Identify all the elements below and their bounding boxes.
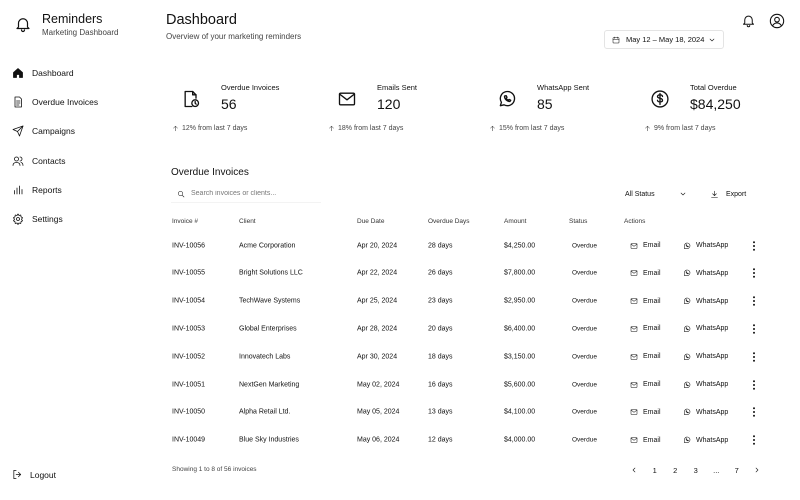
user-circle-icon: [769, 13, 785, 29]
mail-icon: [630, 325, 638, 333]
whatsapp-icon: [497, 89, 517, 109]
whatsapp-label: WhatsApp: [696, 269, 729, 277]
arrow-up-icon: [644, 125, 651, 132]
date-range-value: May 12 – May 18, 2024: [626, 35, 705, 44]
whatsapp-icon: [683, 269, 691, 277]
send-whatsapp-button[interactable]: [683, 381, 728, 389]
arrow-up-icon: [328, 125, 335, 132]
stat-value: 56: [221, 96, 237, 112]
pagination-page-1[interactable]: 1: [652, 465, 657, 475]
pagination-prev-button[interactable]: [624, 462, 645, 478]
due-date: Apr 30, 2024: [357, 353, 398, 361]
stat-change-text: 9% from last 7 days: [654, 125, 716, 132]
invoice-number: INV-10051: [172, 381, 206, 388]
pagination-page-3[interactable]: 3: [693, 465, 698, 475]
send-email-button[interactable]: [630, 325, 661, 333]
mail-icon: [630, 297, 638, 305]
mail-icon: [630, 381, 638, 389]
column-header-due-date: Due Date: [357, 218, 385, 225]
stat-value: $84,250: [690, 96, 741, 112]
users-icon: [12, 155, 24, 167]
status-badge: Overdue: [572, 297, 597, 305]
table-row: [166, 343, 766, 370]
arrow-up-icon: [172, 125, 179, 132]
whatsapp-label: WhatsApp: [696, 436, 729, 444]
whatsapp-icon: [683, 297, 691, 305]
send-whatsapp-button[interactable]: [683, 408, 728, 416]
amount: $3,150.00: [504, 353, 536, 361]
whatsapp-label: WhatsApp: [696, 325, 729, 333]
stat-value: 85: [537, 96, 553, 112]
whatsapp-icon: [683, 353, 691, 361]
sidebar-item-label: Contacts: [32, 155, 66, 166]
stat-label: Overdue Invoices: [221, 83, 280, 92]
home-icon: [12, 67, 24, 79]
send-whatsapp-button[interactable]: [683, 436, 728, 444]
stat-value: 120: [377, 96, 401, 112]
overdue-days: 20 days: [428, 325, 453, 333]
stat-label: Total Overdue: [690, 83, 737, 92]
chevron-down-icon: [708, 36, 716, 44]
overdue-days: 16 days: [428, 381, 453, 388]
notifications-button[interactable]: [741, 13, 756, 28]
export-button[interactable]: [710, 187, 746, 201]
client-name: NextGen Marketing: [239, 381, 300, 388]
sidebar-item-dashboard[interactable]: [12, 58, 98, 87]
profile-button[interactable]: [769, 13, 784, 28]
bell-icon: [741, 13, 756, 28]
amount: $6,400.00: [504, 325, 536, 333]
client-name: Innovatech Labs: [239, 353, 291, 361]
gear-icon: [12, 213, 24, 225]
page-title: Dashboard: [166, 12, 237, 28]
due-date: May 02, 2024: [357, 381, 400, 388]
overdue-days: 13 days: [428, 408, 453, 416]
email-label: Email: [643, 242, 661, 249]
whatsapp-icon: [683, 381, 691, 389]
email-label: Email: [643, 325, 661, 333]
overdue-days: 26 days: [428, 269, 453, 277]
date-range-picker[interactable]: [604, 30, 724, 49]
due-date: May 06, 2024: [357, 436, 400, 444]
stat-change-text: 15% from last 7 days: [499, 125, 565, 132]
stat-change: [328, 125, 403, 132]
invoice-number: INV-10056: [172, 242, 206, 249]
chevron-down-icon: [679, 190, 687, 198]
send-email-button[interactable]: [630, 381, 661, 389]
section-title: Overdue Invoices: [171, 167, 249, 178]
client-name: Bright Solutions LLC: [239, 269, 303, 277]
sidebar-item-label: Reports: [32, 184, 62, 195]
amount: $2,950.00: [504, 297, 536, 305]
due-date: Apr 20, 2024: [357, 242, 398, 249]
overdue-days: 18 days: [428, 353, 453, 361]
status-badge: Overdue: [572, 325, 597, 333]
pagination-summary: Showing 1 to 8 of 56 invoices: [172, 466, 257, 473]
due-date: Apr 22, 2024: [357, 269, 398, 277]
pagination-ellipsis: ...: [713, 465, 720, 475]
sidebar-item-label: Campaigns: [32, 126, 75, 137]
stat-label: WhatsApp Sent: [537, 83, 590, 92]
mail-icon: [630, 436, 638, 444]
send-email-button[interactable]: [630, 242, 661, 250]
email-label: Email: [643, 381, 661, 388]
table-row: [166, 315, 766, 342]
document-icon: [12, 96, 24, 108]
due-date: May 05, 2024: [357, 408, 400, 416]
email-label: Email: [643, 408, 661, 416]
send-email-button[interactable]: [630, 353, 661, 361]
table-row: [166, 371, 766, 398]
whatsapp-icon: [683, 408, 691, 416]
app-subtitle: Marketing Dashboard: [42, 28, 119, 37]
search-box[interactable]: [171, 185, 321, 203]
send-whatsapp-button[interactable]: [683, 353, 728, 361]
pagination-next-button[interactable]: [747, 462, 768, 478]
app-title: Reminders: [42, 12, 103, 26]
status-badge: Overdue: [572, 436, 597, 444]
brand: [14, 12, 118, 37]
overdue-days: 28 days: [428, 242, 453, 249]
whatsapp-label: WhatsApp: [696, 242, 729, 249]
stat-change: [172, 125, 247, 132]
status-badge: Overdue: [572, 353, 597, 361]
mail-icon: [630, 242, 638, 250]
email-label: Email: [643, 297, 661, 305]
send-whatsapp-button[interactable]: [683, 297, 728, 305]
status-badge: Overdue: [572, 269, 597, 277]
status-badge: Overdue: [572, 408, 597, 416]
send-email-button[interactable]: [630, 408, 661, 416]
amount: $4,100.00: [504, 408, 536, 416]
invoice-number: INV-10049: [172, 436, 206, 444]
column-header-status: Status: [569, 218, 588, 225]
more-options-icon[interactable]: [750, 324, 758, 334]
amount: $4,000.00: [504, 436, 536, 444]
client-name: TechWave Systems: [239, 297, 301, 305]
whatsapp-label: WhatsApp: [696, 408, 729, 416]
invoice-number: INV-10055: [172, 269, 206, 277]
column-header-actions: Actions: [624, 218, 646, 225]
pagination-page-2[interactable]: 2: [673, 465, 678, 475]
table-row: [166, 399, 766, 426]
logout-icon: [12, 469, 23, 480]
invoice-number: INV-10053: [172, 325, 206, 333]
whatsapp-icon: [683, 325, 691, 333]
more-options-icon[interactable]: [750, 241, 758, 251]
stat-change-text: 18% from last 7 days: [338, 125, 404, 132]
bell-icon: [14, 15, 32, 33]
client-name: Acme Corporation: [239, 242, 296, 249]
sidebar-item-label: Overdue Invoices: [32, 96, 99, 107]
whatsapp-icon: [683, 436, 691, 444]
sidebar-nav: [12, 58, 98, 234]
pagination-page-7[interactable]: 7: [734, 465, 739, 475]
amount: $7,800.00: [504, 269, 536, 277]
dollar-circle-icon: [650, 89, 670, 109]
overdue-days: 23 days: [428, 297, 453, 305]
table-row: [166, 260, 766, 287]
chevron-right-icon: [753, 466, 761, 474]
mail-icon: [630, 353, 638, 361]
status-badge: Overdue: [572, 242, 597, 249]
whatsapp-label: WhatsApp: [696, 297, 729, 305]
download-icon: [710, 190, 719, 199]
email-label: Email: [643, 353, 661, 361]
overdue-days: 12 days: [428, 436, 453, 444]
client-name: Blue Sky Industries: [239, 436, 299, 444]
status-filter-value: All Status: [625, 190, 655, 198]
more-options-icon[interactable]: [750, 435, 758, 445]
sidebar-item-settings[interactable]: [12, 204, 98, 233]
sidebar-item-contacts[interactable]: [12, 146, 98, 175]
page-subtitle: Overview of your marketing reminders: [166, 32, 302, 41]
stat-change-text: 12% from last 7 days: [182, 125, 248, 132]
search-icon: [177, 190, 185, 198]
pagination: [624, 462, 768, 478]
mail-icon: [630, 408, 638, 416]
column-header-amount: Amount: [504, 218, 527, 225]
invoice-clock-icon: [181, 89, 201, 109]
invoice-number: INV-10050: [172, 408, 206, 416]
stat-change: [489, 125, 564, 132]
mail-icon: [630, 269, 638, 277]
status-filter-select[interactable]: [620, 187, 692, 201]
table-row: [166, 232, 766, 259]
export-label: Export: [726, 190, 747, 198]
search-input[interactable]: [191, 190, 311, 197]
whatsapp-label: WhatsApp: [696, 353, 729, 361]
sidebar-item-reports[interactable]: [12, 175, 98, 204]
stat-label: Emails Sent: [377, 83, 418, 92]
invoice-number: INV-10052: [172, 353, 206, 361]
sidebar: [0, 0, 150, 500]
calendar-icon: [612, 36, 620, 44]
more-options-icon[interactable]: [750, 268, 758, 278]
table-row: [166, 288, 766, 315]
due-date: Apr 25, 2024: [357, 297, 398, 305]
sidebar-item-label: Settings: [32, 214, 63, 225]
more-options-icon[interactable]: [750, 352, 758, 362]
send-whatsapp-button[interactable]: [683, 242, 728, 250]
table-row: [166, 427, 766, 454]
send-email-button[interactable]: [630, 297, 661, 305]
column-header-overdue-days: Overdue Days: [428, 218, 470, 225]
sidebar-item-overdue-invoices[interactable]: [12, 87, 98, 116]
more-options-icon[interactable]: [750, 296, 758, 306]
email-label: Email: [643, 269, 661, 277]
send-whatsapp-button[interactable]: [683, 325, 728, 333]
send-whatsapp-button[interactable]: [683, 269, 728, 277]
whatsapp-label: WhatsApp: [696, 381, 729, 388]
bar-chart-icon: [12, 184, 24, 196]
column-header-client: Client: [239, 218, 256, 225]
due-date: Apr 28, 2024: [357, 325, 398, 333]
stat-change: [644, 125, 715, 132]
send-email-button[interactable]: [630, 269, 661, 277]
sidebar-item-campaigns[interactable]: [12, 117, 98, 146]
more-options-icon[interactable]: [750, 407, 758, 417]
chevron-left-icon: [630, 466, 638, 474]
amount: $4,250.00: [504, 242, 536, 249]
amount: $5,600.00: [504, 381, 536, 388]
invoice-number: INV-10054: [172, 297, 206, 305]
client-name: Alpha Retail Ltd.: [239, 408, 291, 416]
arrow-up-icon: [489, 125, 496, 132]
logout-label: Logout: [30, 469, 56, 480]
sidebar-item-label: Dashboard: [32, 67, 74, 78]
mail-icon: [337, 89, 357, 109]
email-label: Email: [643, 436, 661, 444]
send-email-button[interactable]: [630, 436, 661, 444]
more-options-icon[interactable]: [750, 380, 758, 390]
column-header-invoice: Invoice #: [172, 218, 199, 225]
send-icon: [12, 125, 24, 137]
whatsapp-icon: [683, 242, 691, 250]
status-badge: Overdue: [572, 381, 597, 388]
client-name: Global Enterprises: [239, 325, 297, 333]
logout-button[interactable]: [12, 469, 56, 480]
